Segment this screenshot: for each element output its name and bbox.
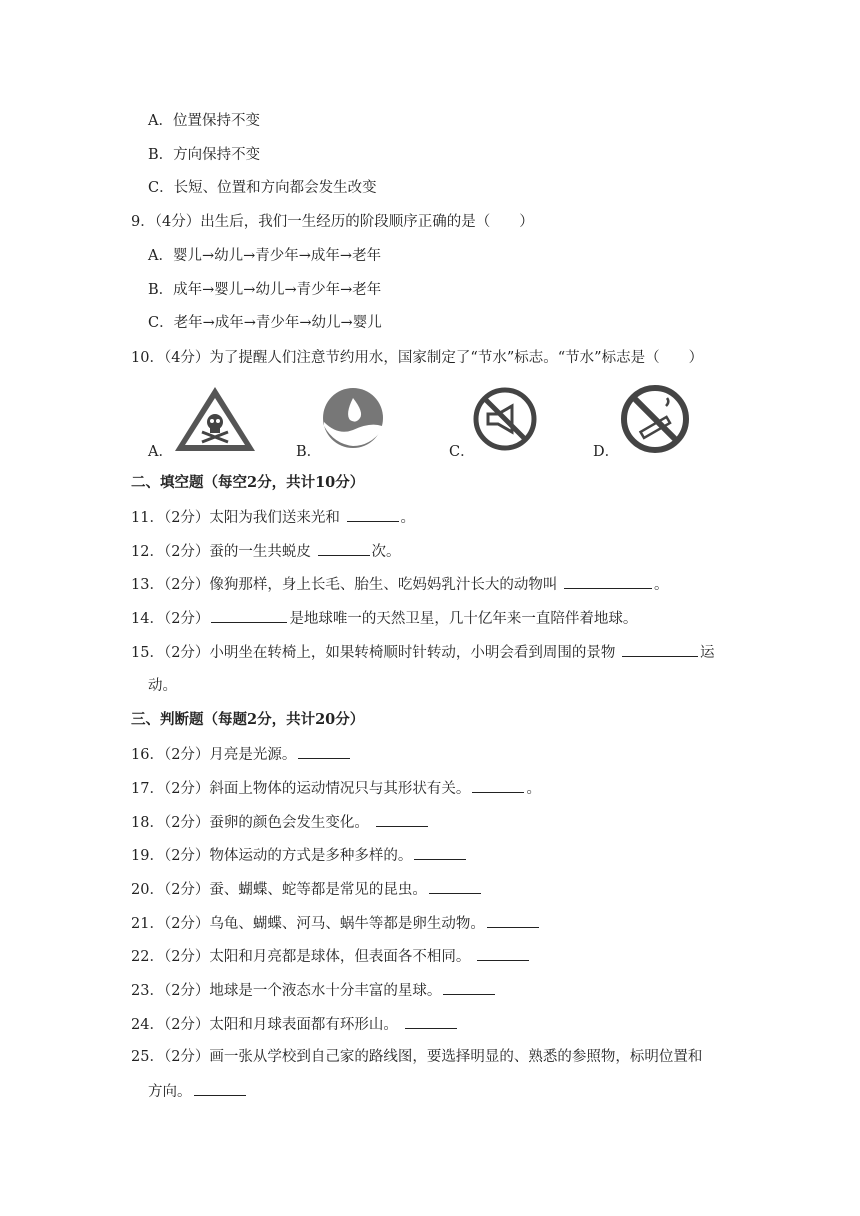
q20-text: 20．（2分）蚕、蝴蝶、蛇等都是常见的昆虫。	[131, 882, 427, 898]
q13-text: 13．（2分）像狗那样，身上长毛、胎生、吃妈妈乳汁长大的动物叫	[131, 577, 563, 593]
answer-blank[interactable]	[211, 608, 287, 623]
answer-blank[interactable]	[487, 913, 539, 928]
q15-text-end: 运	[700, 645, 715, 661]
q23	[131, 980, 750, 1001]
no-horn-icon	[472, 386, 538, 456]
q15-text: 15．（2分）小明坐在转椅上，如果转椅顺时针转动，小明会看到周围的景物	[131, 645, 621, 661]
q19-text: 19．（2分）物体运动的方式是多种多样的。	[131, 848, 413, 864]
q25-text-cont: 方向。	[148, 1084, 192, 1100]
q19	[131, 845, 750, 866]
answer-blank[interactable]	[443, 980, 495, 995]
q13-text-end: 。	[654, 577, 669, 593]
answer-blank[interactable]	[318, 541, 370, 556]
section-judge-title: 三、判断题（每题2分，共计20分）	[131, 711, 365, 728]
q8-option-a: A．位置保持不变	[148, 113, 260, 129]
q11-text: 11．（2分）太阳为我们送来光和	[131, 510, 345, 526]
q20	[131, 879, 750, 900]
q12-text-end: 次。	[371, 544, 401, 560]
answer-blank[interactable]	[298, 744, 350, 759]
q17-text: 17．（2分）斜面上物体的运动情况只与其形状有关。	[131, 781, 471, 797]
q18-text: 18．（2分）蚕卵的颜色会发生变化。	[131, 815, 374, 831]
answer-blank[interactable]	[429, 879, 481, 894]
answer-blank[interactable]	[477, 946, 529, 961]
answer-blank[interactable]	[405, 1014, 457, 1029]
q14-text-end: 是地球唯一的天然卫星，几十亿年来一直陪伴着地球。	[289, 611, 638, 627]
q21	[131, 913, 750, 934]
q8-option-b: B．方向保持不变	[148, 147, 261, 163]
q17	[131, 778, 750, 799]
q10-option-d-label: D．	[593, 444, 620, 460]
q23-text: 23．（2分）地球是一个液态水十分丰富的星球。	[131, 983, 442, 999]
water-saving-icon	[320, 386, 386, 454]
q16-text: 16．（2分）月亮是光源。	[131, 747, 297, 763]
q11-text-end: 。	[400, 510, 416, 526]
answer-blank[interactable]	[414, 845, 466, 860]
answer-blank[interactable]	[376, 812, 428, 827]
q25-continuation	[148, 1081, 750, 1102]
q24	[131, 1014, 750, 1035]
answer-blank[interactable]	[564, 574, 652, 589]
q9-option-c: C．老年→成年→青少年→幼儿→婴儿	[148, 315, 382, 331]
toxic-warning-icon	[172, 384, 258, 458]
q24-text: 24．（2分）太阳和月球表面都有环形山。	[131, 1017, 403, 1033]
q18	[131, 812, 750, 833]
q12-text: 12．（2分）蚕的一生共蜕皮	[131, 544, 316, 560]
q13	[131, 574, 750, 595]
q9-stem: 9．（4分）出生后，我们一生经历的阶段顺序正确的是（ ）	[131, 214, 534, 230]
q16	[131, 744, 750, 765]
q11	[131, 507, 750, 528]
q22-text: 22．（2分）太阳和月亮都是球体，但表面各不相同。	[131, 949, 476, 965]
q25-text: 25．（2分）画一张从学校到自己家的路线图，要选择明显的、熟悉的参照物，标明位置和	[131, 1049, 703, 1065]
q10-option-c-label: C．	[449, 444, 475, 460]
answer-blank[interactable]	[622, 642, 698, 657]
q10-option-b-label: B．	[296, 444, 322, 460]
q10-stem: 10．（4分）为了提醒人们注意节约用水，国家制定了“节水”标志。“节水”标志是（ ）	[131, 350, 704, 366]
no-smoking-icon	[620, 384, 690, 458]
q12	[131, 541, 750, 562]
answer-blank[interactable]	[347, 507, 399, 522]
q22	[131, 946, 750, 967]
section-fill-in-title: 二、填空题（每空2分，共计10分）	[131, 474, 365, 491]
q15-continuation: 动。	[148, 678, 177, 694]
answer-blank[interactable]	[472, 778, 524, 793]
q14-text: 14．（2分）	[131, 611, 210, 627]
q9-option-a: A．婴儿→幼儿→青少年→成年→老年	[148, 248, 382, 264]
q17-text-end: 。	[526, 781, 541, 797]
q15	[131, 642, 750, 663]
answer-blank[interactable]	[194, 1081, 246, 1096]
q21-text: 21．（2分）乌龟、蝴蝶、河马、蜗牛等都是卵生动物。	[131, 916, 485, 932]
q8-option-c: C．长短、位置和方向都会发生改变	[148, 180, 377, 196]
q10-option-a-label: A．	[148, 444, 173, 460]
q14	[131, 608, 750, 629]
q25	[131, 1047, 750, 1067]
q9-option-b: B．成年→婴儿→幼儿→青少年→老年	[148, 282, 382, 298]
